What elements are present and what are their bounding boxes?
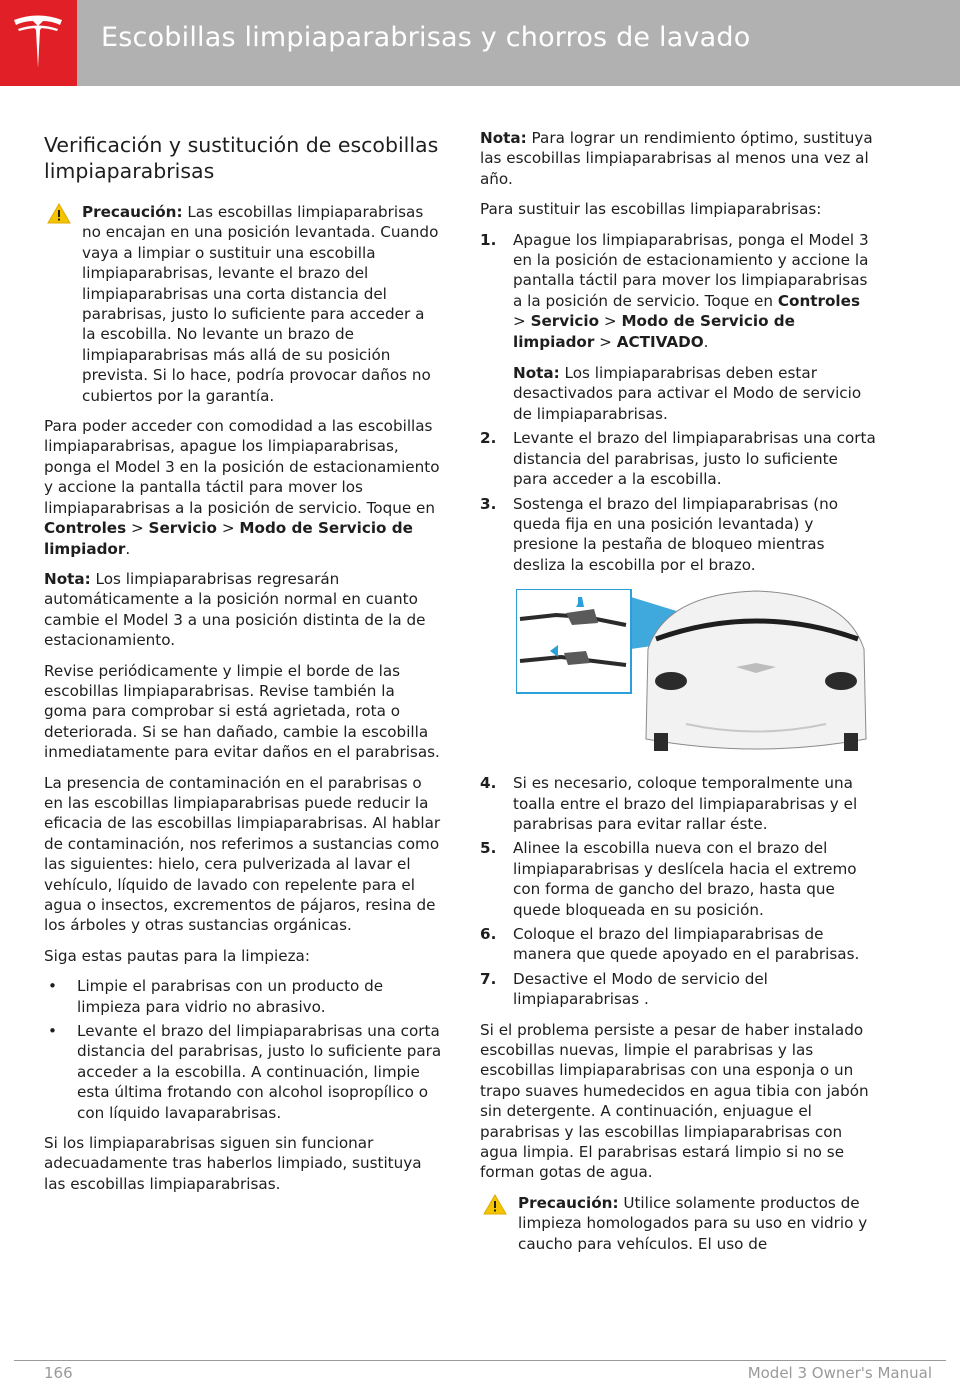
list-item <box>44 1021 442 1123</box>
warning-icon <box>47 203 71 224</box>
paragraph: Para sustituir las escobillas limpiaparabrisas: <box>480 200 822 219</box>
warning-icon <box>483 1194 507 1215</box>
step-text <box>513 230 876 352</box>
step-item <box>480 428 876 489</box>
note-label: Nota: <box>44 569 91 588</box>
step-text: Levante el brazo del limpiaparabrisas una corta distancia del parabrisas, justo lo suficiente para acceder a la escobilla. <box>513 429 876 489</box>
step-item <box>480 494 876 576</box>
step-number: 1. <box>480 230 497 249</box>
list-item <box>44 976 442 1017</box>
tesla-logo-icon <box>10 12 66 72</box>
step-text: Desactive el Modo de servicio del limpiaparabrisas . <box>513 969 768 1009</box>
paragraph-text: Para poder acceder con comodidad a las escobillas limpiaparabrisas, apague los limpiaparabrisas, ponga el Model 3 en la posición de estacionamiento y accione la pantalla táctil para mover los limpiaparabrisas a la posición de servicio. Toque en <box>44 417 440 517</box>
paragraph <box>44 416 442 559</box>
step-item <box>480 924 876 965</box>
step-number: 3. <box>480 494 497 513</box>
caution-text: Las escobillas limpiaparabrisas no encajan en una posición levantada. Cuando vaya a limpiar o sustituir una escobilla limpiaparabrisas, levante el brazo del limpiaparabrisas una corta distancia del parabrisas, justo lo suficiente para acceder a la escobilla. No levante un brazo de limpiaparabrisas más allá de su posición prevista. Si lo hace, podría provocar daños no cubiertos por la garantía. <box>82 203 439 405</box>
ui-path-wiper-mode: Modo de Servicio de limpiador <box>44 519 413 558</box>
paragraph: Si los limpiaparabrisas siguen sin funcionar adecuadamente tras haberlos limpiado, sustituya las escobillas limpiaparabrisas. <box>44 1134 422 1193</box>
note-label: Nota: <box>513 364 560 383</box>
right-column <box>480 128 876 1264</box>
step-item <box>480 773 876 834</box>
steps-list <box>480 230 876 576</box>
paragraph-end: . <box>125 539 131 558</box>
bullet: • <box>48 977 57 996</box>
step-note <box>513 363 876 424</box>
path-separator: > <box>513 312 531 331</box>
list-item-text: Limpie el parabrisas con un producto de limpieza para vidrio no abrasivo. <box>77 977 384 1016</box>
note-label: Nota: <box>480 129 527 147</box>
note-text: Los limpiaparabrisas regresarán automáticamente a la posición normal en cuanto cambie el Model 3 a una posición distinta de la de estacionamiento. <box>44 569 426 650</box>
path-separator: > <box>126 519 149 538</box>
cleaning-list <box>44 976 442 1123</box>
caution-box <box>480 1193 876 1254</box>
ui-path-controls: Controles <box>44 519 127 538</box>
page-title: Escobillas limpiaparabrisas y chorros de lavado <box>101 22 751 53</box>
ui-path-wiper-mode: Modo de Servicio de limpiador <box>513 312 795 351</box>
page-number: 166 <box>44 1364 73 1382</box>
note-text: Para lograr un rendimiento óptimo, sustituya las escobillas limpiaparabrisas al menos una vez al año. <box>480 129 873 188</box>
page-header <box>0 0 960 86</box>
caution-box <box>44 202 442 406</box>
section-heading: Verificación y sustitución de escobillas limpiaparabrisas <box>44 133 439 183</box>
step-text: Si es necesario, coloque temporalmente una toalla entre el brazo del limpiaparabrisas y el parabrisas para evitar rallar éste. <box>513 774 858 833</box>
ui-path-controls: Controles <box>777 291 860 310</box>
path-separator: > <box>217 519 240 538</box>
step-text: Coloque el brazo del limpiaparabrisas de manera que quede apoyado en el parabrisas. <box>513 924 860 964</box>
path-separator: > <box>599 312 622 331</box>
step-end: . <box>703 332 709 351</box>
caution-text: Utilice solamente productos de limpieza homologados para su uso en vidrio y caucho para vehículos. El uso de <box>518 1193 868 1253</box>
steps-list-continued <box>480 773 876 1009</box>
note <box>480 128 876 189</box>
step-number: 7. <box>480 969 497 988</box>
ui-path-service: Servicio <box>148 519 217 538</box>
manual-title: Model 3 Owner's Manual <box>747 1364 932 1382</box>
step-text: Alinee la escobilla nueva con el brazo del limpiaparabrisas y deslícela hacia el extremo con forma de gancho del brazo, hasta que quede bloqueada en su posición. <box>513 839 857 919</box>
wiper-blade-illustration <box>516 589 876 759</box>
step-number: 2. <box>480 429 497 448</box>
bullet: • <box>48 1022 57 1041</box>
ui-path-on: ACTIVADO <box>616 332 704 351</box>
step-number: 6. <box>480 924 497 943</box>
step-text: Sostenga el brazo del limpiaparabrisas (no queda fija en una posición levantada) y presione la pestaña de bloqueo mientras desliza la escobilla por el brazo. <box>513 494 839 574</box>
footer-divider <box>14 1360 946 1361</box>
step-number: 4. <box>480 774 497 793</box>
caution-label: Precaución: <box>82 203 183 221</box>
brand-logo <box>0 0 77 86</box>
paragraph: La presencia de contaminación en el parabrisas o en las escobillas limpiaparabrisas puede reducir la eficacia de las escobillas limpiaparabrisas. Al hablar de contaminación, nos referimos a sustancias como las siguientes: hielo, cera pulverizada al lavar el vehículo, líquido de lavado con repelente para el agua o insectos, excrementos de pájaros, resina de los árboles y otras sustancias orgánicas. <box>44 773 441 935</box>
paragraph: Si el problema persiste a pesar de haber instalado escobillas nuevas, limpie el parabrisas y las escobillas limpiaparabrisas con una esponja o un trapo suaves humedecidos en agua tibia con jabón sin detergente. A continuación, enjuague el parabrisas y las escobillas limpiaparabrisas con agua limpia. El parabrisas estará limpio si no se forman gotas de agua. <box>480 1020 869 1182</box>
step-item <box>480 230 876 425</box>
list-item-text: Levante el brazo del limpiaparabrisas una corta distancia del parabrisas, justo lo suficiente para acceder a la escobilla. A continuación, limpie esta última frotando con alcohol isopropílico o con líquido lavaparabrisas. <box>77 1022 442 1122</box>
path-separator: > <box>594 332 617 351</box>
step-number: 5. <box>480 839 497 858</box>
car-wiper-illustration <box>516 589 876 759</box>
step-item <box>480 838 876 920</box>
ui-path-service: Servicio <box>530 312 600 331</box>
step-text-body: Apague los limpiaparabrisas, ponga el Model 3 en la posición de estacionamiento y accione la pantalla táctil para mover los limpiaparabrisas a la posición de servicio. Toque en <box>513 230 869 310</box>
paragraph: Revise periódicamente y limpie el borde de las escobillas limpiaparabrisas. Revise también la goma para comprobar si está agrietada, rota o deteriorada. Si se han dañado, cambie la escobilla inmediatamente para evitar daños en el parabrisas. <box>44 661 440 762</box>
step-item <box>480 969 876 1010</box>
note-text: Los limpiaparabrisas deben estar desactivados para activar el Modo de servicio de limpiaparabrisas. <box>513 364 862 423</box>
note <box>44 569 442 651</box>
paragraph: Siga estas pautas para la limpieza: <box>44 946 310 965</box>
left-column <box>44 128 442 1204</box>
caution-label: Precaución: <box>518 1193 619 1212</box>
